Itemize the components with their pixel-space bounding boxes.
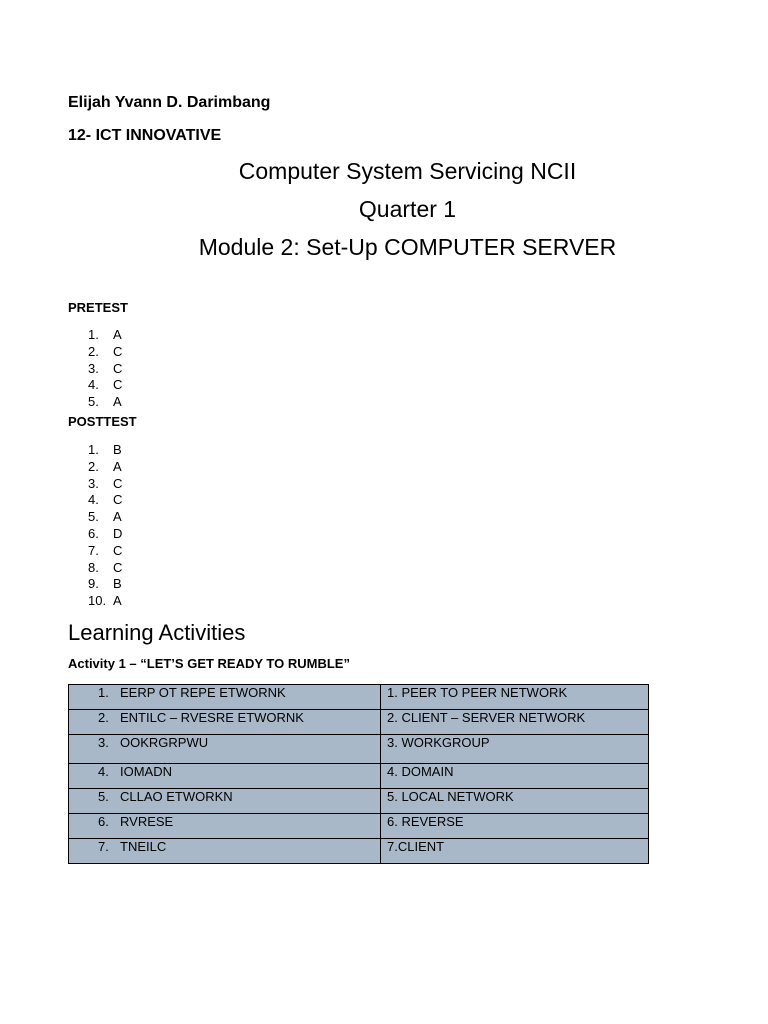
item-answer: C	[113, 542, 123, 558]
scrambled-word: CLLAO ETWORKN	[120, 789, 233, 804]
list-item	[88, 442, 122, 459]
item-answer: B	[113, 442, 122, 457]
item-number: 4.	[88, 492, 99, 508]
table-row	[69, 710, 649, 735]
item-number: 4.	[88, 377, 99, 393]
answer-cell: 3. WORKGROUP	[381, 735, 649, 764]
list-item	[88, 377, 122, 394]
scrambled-cell	[69, 839, 381, 864]
answer-cell: 6. REVERSE	[381, 814, 649, 839]
list-item	[88, 327, 122, 344]
scrambled-cell	[69, 710, 381, 735]
row-number: 5.	[98, 789, 109, 804]
pretest-heading: PRETEST	[68, 300, 128, 315]
module-title: Module 2: Set-Up COMPUTER SERVER	[198, 234, 617, 260]
list-item	[88, 394, 122, 411]
student-name: Elijah Yvann D. Darimbang	[68, 94, 271, 111]
scrambled-word: TNEILC	[120, 839, 167, 854]
item-answer: A	[113, 394, 122, 410]
activity-table	[68, 684, 649, 864]
row-number: 4.	[98, 764, 109, 779]
list-item	[88, 526, 122, 543]
item-answer: A	[113, 327, 122, 342]
item-answer: C	[113, 377, 123, 393]
item-answer: C	[113, 343, 123, 359]
learning-activities-heading: Learning Activities	[68, 620, 246, 645]
quarter-title: Quarter 1	[358, 196, 457, 222]
item-number: 6.	[88, 525, 99, 541]
list-item	[88, 492, 122, 509]
table-row	[69, 735, 649, 764]
subject-title: Computer System Servicing NCII	[238, 158, 577, 184]
item-number: 3.	[88, 475, 99, 491]
scrambled-cell	[69, 764, 381, 789]
item-answer: C	[113, 475, 123, 491]
list-item	[88, 344, 122, 361]
item-answer: C	[113, 360, 123, 376]
item-answer: A	[113, 593, 122, 609]
item-number: 9.	[88, 576, 99, 592]
item-number: 3.	[88, 360, 99, 376]
list-item	[88, 543, 122, 560]
table-row	[69, 814, 649, 839]
item-number: 2.	[88, 343, 99, 359]
answer-cell: 5. LOCAL NETWORK	[381, 789, 649, 814]
scrambled-word: IOMADN	[120, 764, 172, 779]
row-number: 1.	[98, 685, 109, 700]
table-row	[69, 839, 649, 864]
posttest-heading: POSTTEST	[68, 414, 137, 429]
list-item	[88, 576, 122, 593]
posttest-answer-list	[88, 442, 122, 610]
item-number: 10.	[88, 593, 107, 609]
answer-cell: 4. DOMAIN	[381, 764, 649, 789]
list-item	[88, 560, 122, 577]
scrambled-word: OOKRGRPWU	[120, 735, 209, 750]
table-row	[69, 789, 649, 814]
scrambled-word: RVRESE	[120, 814, 174, 829]
answer-cell: 1. PEER TO PEER NETWORK	[381, 685, 649, 710]
item-answer: A	[113, 509, 122, 525]
row-number: 2.	[98, 710, 109, 725]
row-number: 3.	[98, 735, 109, 750]
item-answer: C	[113, 559, 123, 575]
list-item	[88, 361, 122, 378]
list-item	[88, 459, 122, 476]
section-label: 12- ICT INNOVATIVE	[68, 127, 222, 144]
row-number: 7.	[98, 839, 109, 854]
list-item	[88, 593, 122, 610]
item-number: 7.	[88, 542, 99, 558]
scrambled-cell	[69, 735, 381, 764]
answer-cell: 2. CLIENT – SERVER NETWORK	[381, 710, 649, 735]
item-answer: B	[113, 576, 122, 592]
scrambled-cell	[69, 789, 381, 814]
table-row	[69, 764, 649, 789]
item-number: 1.	[88, 327, 99, 342]
scrambled-word: ENTILC – RVESRE ETWORNK	[120, 710, 304, 725]
item-answer: A	[113, 458, 122, 474]
list-item	[88, 476, 122, 493]
item-answer: D	[113, 525, 123, 541]
table-row	[69, 685, 649, 710]
item-number: 2.	[88, 458, 99, 474]
scrambled-word: EERP OT REPE ETWORNK	[120, 685, 286, 700]
answer-cell: 7.CLIENT	[381, 839, 649, 864]
pretest-answer-list	[88, 327, 122, 411]
scrambled-cell	[69, 685, 381, 710]
row-number: 6.	[98, 814, 109, 829]
item-answer: C	[113, 492, 123, 508]
list-item	[88, 509, 122, 526]
item-number: 5.	[88, 509, 99, 525]
scrambled-cell	[69, 814, 381, 839]
item-number: 1.	[88, 442, 99, 457]
item-number: 5.	[88, 394, 99, 410]
activity-title: Activity 1 – “LET’S GET READY TO RUMBLE”	[68, 656, 350, 671]
item-number: 8.	[88, 559, 99, 575]
